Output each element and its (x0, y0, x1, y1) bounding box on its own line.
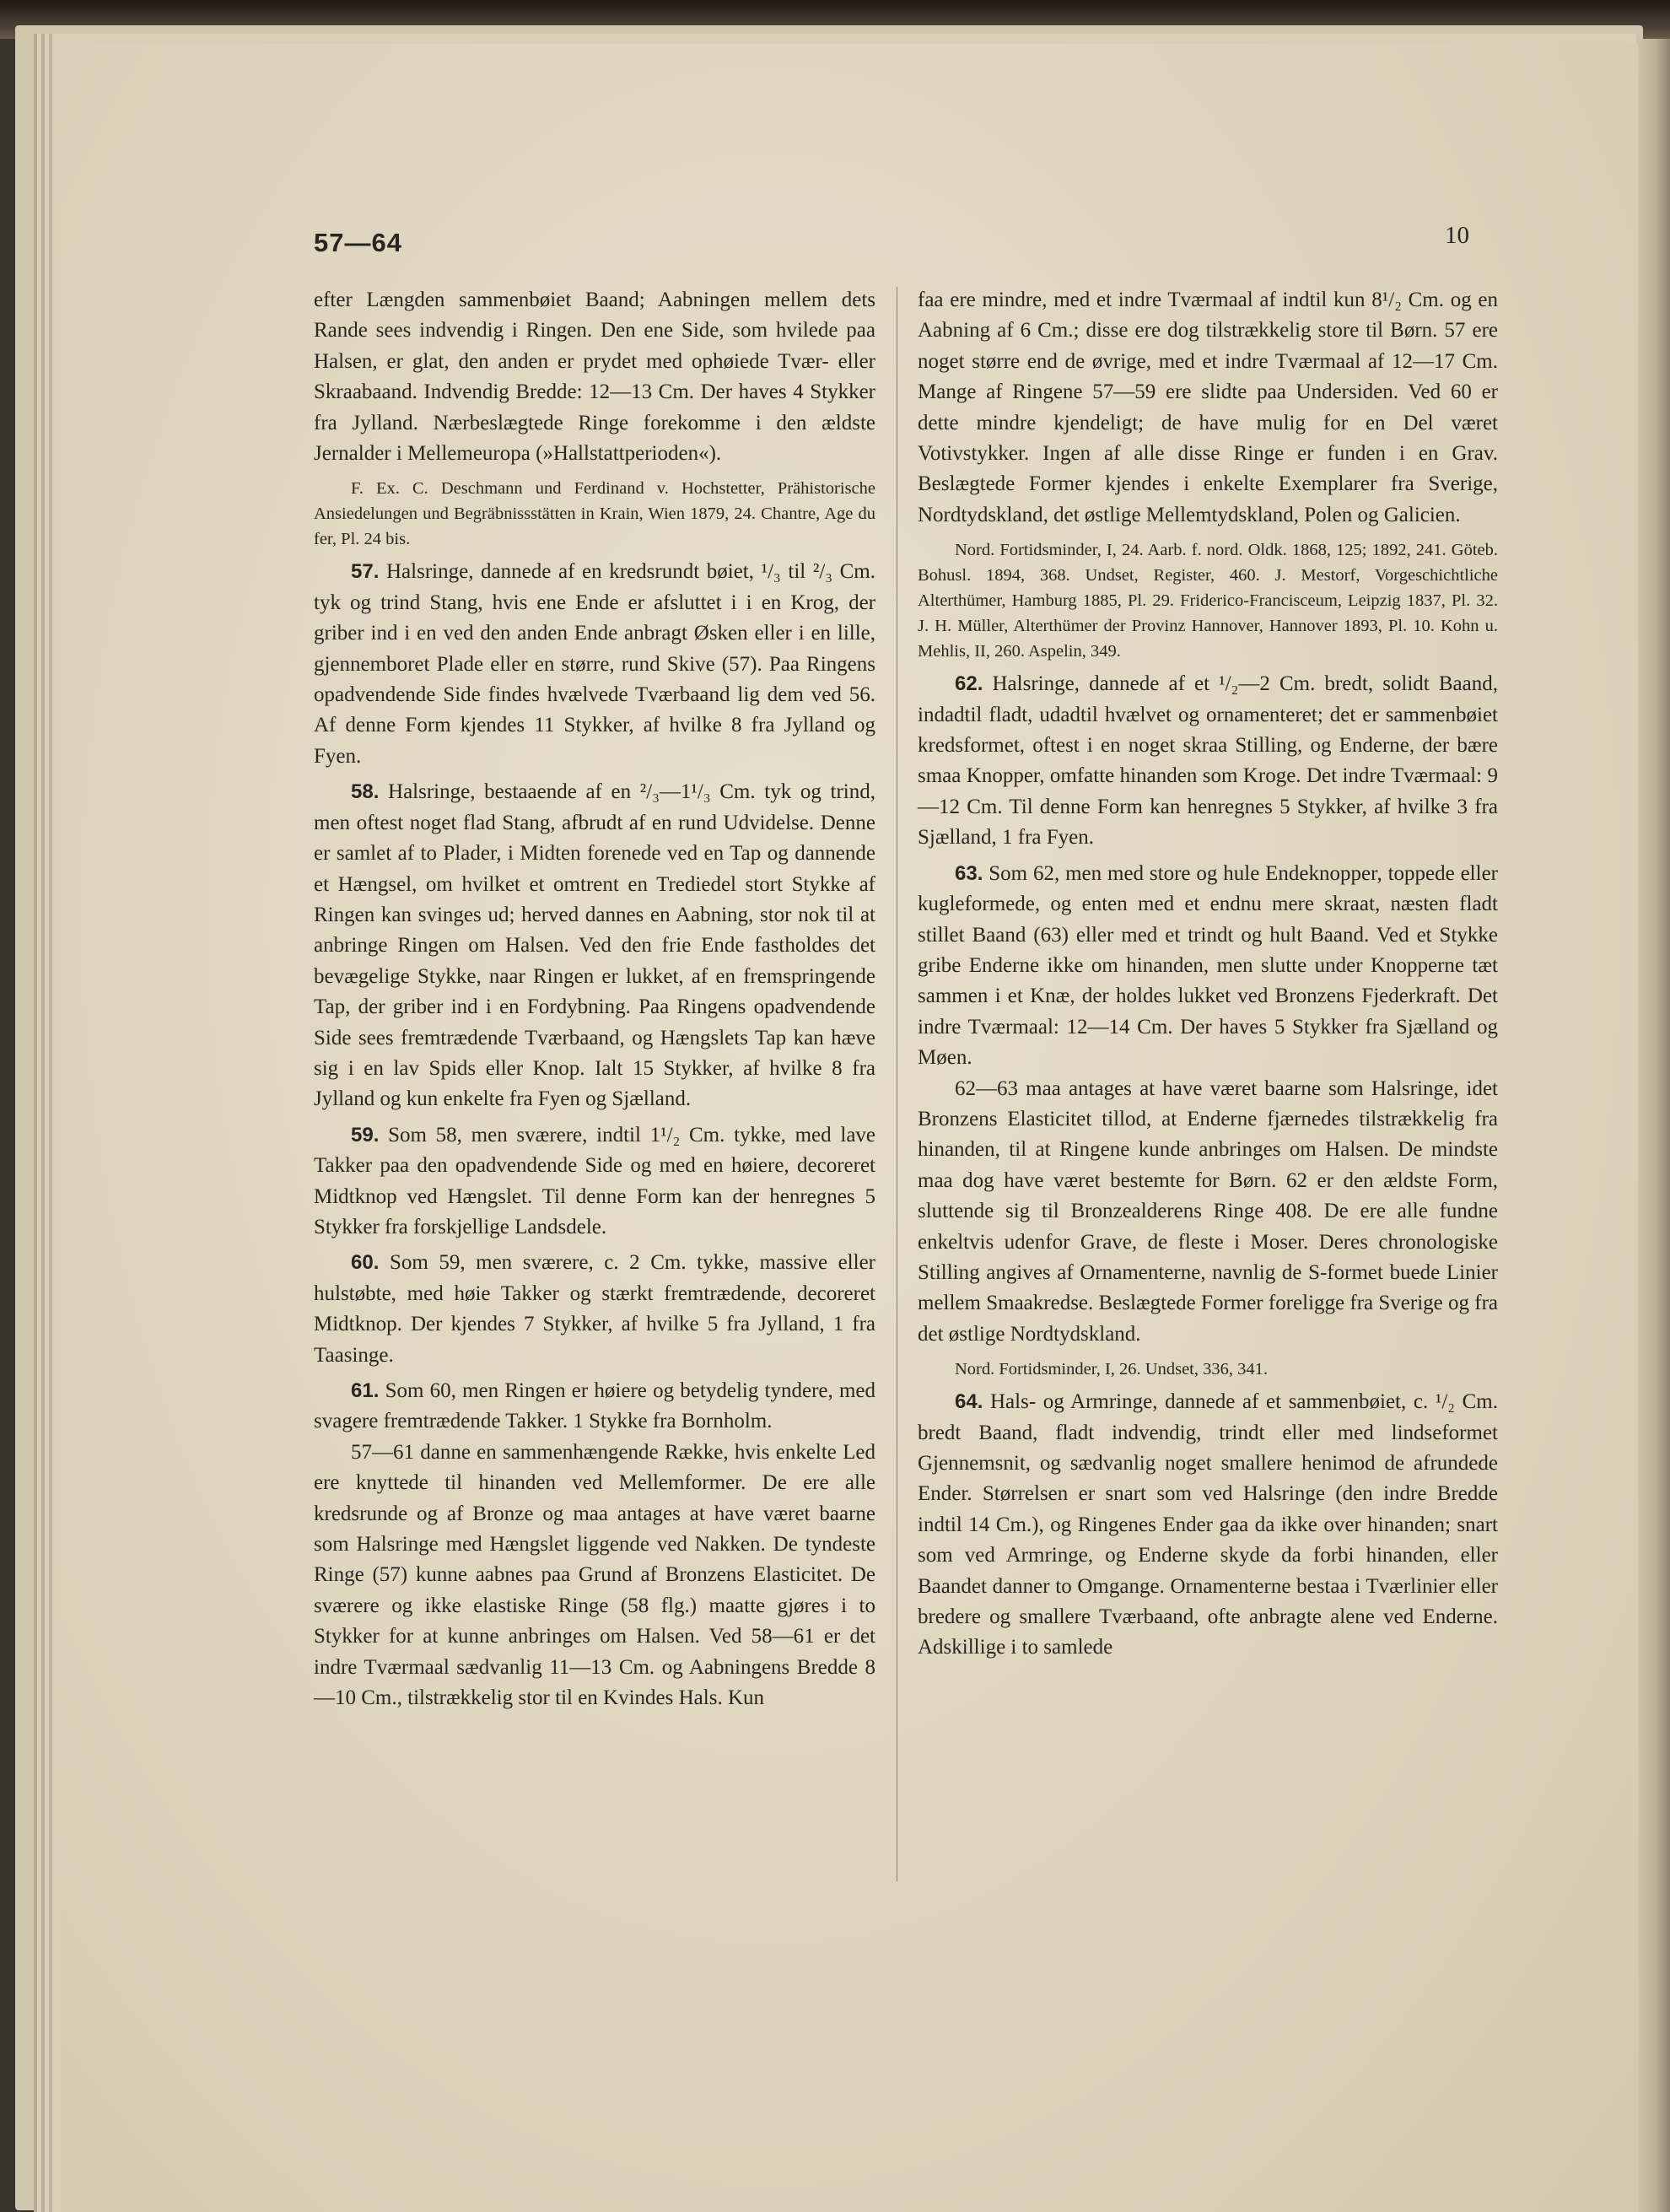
entry-number: 58. (351, 780, 380, 804)
entry-text: Som 60, men Ringen er høiere og betydelig tyndere, med svagere fremtrædende Takker. 1 Stykke fra Bornholm. (314, 1379, 876, 1433)
page-number: 10 (1445, 222, 1469, 249)
entry-text: Halsringe, dannede af en kredsrundt bøiet, ¹/₃ til ²/₃ Cm. tyk og trind Stang, hvis ene Ende er afsluttet i i en Krog, der griber ind i en ved den anden Ende anbragt Øsken eller i en lille, gjennemboret Plade eller en større, rund Skive (57). Paa Ringens opadvendende Side findes hvælvede Tværbaand lig dem ved 56. Af denne Form kjendes 11 Stykker, af hvilke 8 fra Jylland og Fyen. (314, 560, 875, 768)
entry-text: Halsringe, bestaaende af en ²/₃—1¹/₃ Cm. tyk og trind, men oftest noget flad Stang, afbrudt af en rund Udvidelse. Denne er samlet af to Plader, i Midten forenede ved en Tap og dannende et Hængsel, om hvilket et omtrent en Trediedel stort Stykke af Ringen kan svinges ud; herved dannes en Aabning, stor nok til at anbringe Ringen om Halsen. Ved den frie Ende fastholdes det bevægelige Stykke, naar Ringen er lukket, af en fremspringende Tap, der griber ind i en Fordybning. Paa Ringens opadvendende Side sees fremtrædende Tværbaand, og Hængslets Tap kan hæve sig i en lav Spids eller Knop. Ialt 15 Stykker, af hvilke 8 fra Jylland og kun enkelte fra Fyen og Sjælland. (314, 780, 875, 1111)
entry-text: Som 62, men med store og hule Endeknopper, toppede eller kugleformede, og enten med et endnu mere skraat, næsten fladt stillet Baand (63) eller med et trindt og hult Baand. Ved et Stykke gribe Enderne ikke om hinanden, men slutte under Knopperne tæt sammen i et Knæ, der holdes lukket ved Bronzens Fjederkraft. Det indre Tværmaal: 12—14 Cm. Der haves 5 Stykker fra Sjælland og Møen. (918, 861, 1498, 1070)
entry-number: 62. (955, 672, 983, 696)
entry-number: 59. (351, 1123, 380, 1146)
reference-note: Nord. Fortidsminder, I, 24. Aarb. f. nord. Oldk. 1868, 125; 1892, 241. Göteb. Bohusl. 1894, 368. Undset, Register, 460. J. Mestorf, Vorgeschichtliche Alterthümer, Hamburg 1885, Pl. 29. Friderico-Franciscеum, Leipzig 1837, Pl. 32. J. H. Müller, Alterthümer der Provinz Hannover, Hannover 1893, Pl. 10. Kohn u. Mehlis, II, 260. Aspelin, 349. (918, 541, 1498, 661)
entry-text: 62—63 maa antages at have været baarne som Halsringe, idet Bronzens Elasticitet tillod, at Enderne fjærnedes tilstrækkelig fra hinanden, til at Ringene kunde anbringes om Halsen. De mindste maa dog have været bestemte for Børn. 62 er den ældste Form, sluttende sig til Bronzealderens Ringe 408. De ere alle fundne enkeltvis udenfor Grave, de fleste i Moser. Deres chronologiske Stilling angives af Ornamenterne, navnlig de S-formet buede Linier mellem Smaakredse. Beslægtede Former foreligge fra Sverige og fra det østlige Nordtydskland. (918, 1076, 1498, 1346)
entry-text: faa ere mindre, med et indre Tværmaal af indtil kun 8¹/₂ Cm. og en Aabning af 6 Cm.; disse ere dog tilstrækkelig store til Børn. 57 ere noget større end de øvrige, med et indre Tværmaal af 12—17 Cm. Mange af Ringene 57—59 ere slidte paa Undersiden. Ved 60 er dette mindre kjendeligt; de have mulig for en Del været Votivstykker. Ingen af alle disse Ringe er funden i en Grav. Beslægtede Former kjendes i enkelte Exemplarer fra Sverige, Nordtydskland, det østlige Mellemtydskland, Polen og Galicien. (918, 289, 1498, 526)
reference-note: F. Ex. C. Deschmann und Ferdinand v. Hochstetter, Prähistorische Ansiedelungen und Begräbnissstätten in Krain, Wien 1879, 24. Chantre, Age du fer, Pl. 24 bis. (314, 479, 875, 549)
entry-text: 57—61 danne en sammenhængende Række, hvis enkelte Led ere knyttede til hinanden ved Mellemformer. De ere alle kredsrunde og af Bronze og maa antages at have været baarne som Halsringe med Hængslet liggende ved Nakken. De tyndeste Ringe (57) kunne aabnes paa Grund af Bronzens Elasticitet. De sværere og ikke elastiske Ringe (58 flg.) maatte gjøres i to Stykker for at kunne anbringes om Halsen. Ved 58—61 er det indre Tværmaal sædvanlig 11—13 Cm. og Aabningens Bredde 8—10 Cm., tilstrækkelig stor til en Kvindes Hals. Kun (314, 1440, 875, 1710)
right-column (918, 285, 1498, 1664)
numbered-entry (314, 557, 875, 772)
paragraph (918, 1074, 1498, 1351)
page-range-header: 57—64 (314, 228, 402, 257)
entry-number: 60. (351, 1251, 380, 1275)
numbered-entry (918, 859, 1498, 1074)
entry-text: Halsringe, dannede af et ¹/₂—2 Cm. bredt, solidt Baand, indadtil fladt, udadtil hvælvet og ornamenteret; det er sammenbøiet kredsformet, oftest i en noget skraa Stilling, og Enderne, der bære smaa Knopper, omfatte hinanden som Kroge. Det indre Tværmaal: 9—12 Cm. Til denne Form kan henregnes 5 Stykker, af hvilke 3 fra Sjælland, 1 fra Fyen. (918, 672, 1498, 850)
numbered-entry (314, 1376, 875, 1438)
reference-note: Nord. Fortidsminder, I, 26. Undset, 336, 341. (955, 1360, 1269, 1379)
entry-number: 64. (955, 1390, 983, 1414)
paragraph (918, 285, 1498, 531)
numbered-entry (918, 669, 1498, 853)
numbered-entry (314, 777, 875, 1114)
entry-number: 63. (955, 861, 983, 885)
paragraph (314, 1438, 875, 1714)
entry-text: efter Længden sammenbøiet Baand; Aabningen mellem dets Rande sees indvendig i Ringen. Den ene Side, som hvilede paa Halsen, er glat, den anden er prydet med ophøiede Tvær- eller Skraabaand. Indvendig Bredde: 12—13 Cm. Der haves 4 Stykker fra Jylland. Nærbeslægtede Ringe forekomme i den ældste Jernalder i Mellemeuropa (»Hallstattperioden«). (314, 289, 875, 466)
entry-number: 57. (351, 560, 380, 584)
paragraph (314, 285, 875, 469)
entry-text: Hals- og Armringe, dannede af et sammenbøiet, c. ¹/₂ Cm. bredt Baand, fladt indvendig, trindt eller med lindseformet Gjennemsnit, og sædvanlig noget smallere henimod de afrundede Ender. Størrelsen er snart som ved Halsringe (den indre Bredde indtil 14 Cm.), og Ringenes Ender gaa da ikke over hinanden; snart som ved Armringe, og Enderne skyde da forbi hinanden, eller Baandet danner to Omgange. Ornamenterne bestaa i Tværlinier eller bredere og smallere Tværbaand, ofte anbragte alene ved Enderne. Adskillige i to samlede (918, 1390, 1499, 1659)
numbered-entry (314, 1120, 875, 1244)
entry-number: 61. (351, 1379, 380, 1402)
page-right-edge (1636, 39, 1670, 2212)
entry-text: Som 59, men sværere, c. 2 Cm. tykke, massive eller hulstøbte, med høie Takker og stærkt fremtrædende, decoreret Midtknop. Der kjendes 7 Stykker, af hvilke 5 fra Jylland, 1 fra Taasinge. (314, 1251, 875, 1367)
left-column (314, 285, 875, 1713)
numbered-entry (918, 1387, 1498, 1664)
numbered-entry (314, 1248, 875, 1371)
entry-text: Som 58, men sværere, indtil 1¹/₂ Cm. tykke, med lave Takker paa den opadvendende Side og med en høiere, decoreret Midtknop ved Hængslet. Til denne Form kan der henregnes 5 Stykker fra forskjellige Landsdele. (314, 1123, 876, 1238)
